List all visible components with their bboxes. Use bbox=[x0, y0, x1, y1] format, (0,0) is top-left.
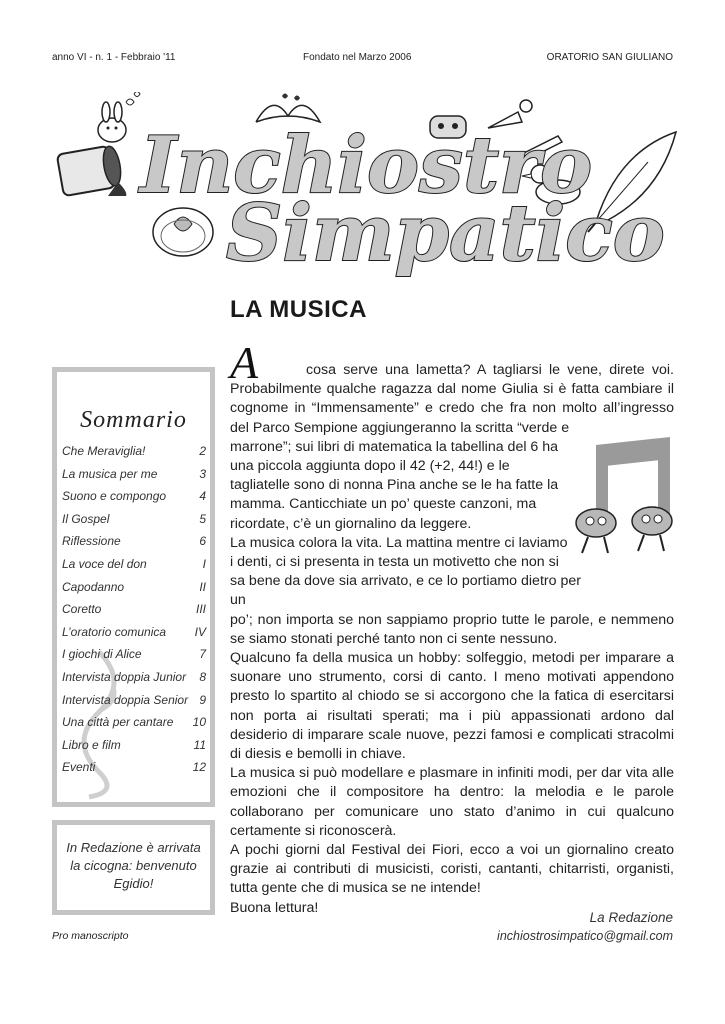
nest-heart-icon bbox=[153, 208, 213, 256]
masthead-line1: Inchiostro bbox=[140, 120, 593, 211]
signature: La Redazione bbox=[589, 910, 673, 925]
footer-note: Pro manoscripto bbox=[52, 930, 129, 942]
article-paragraph: A pochi giorni dal Festival dei Fiori, ecco a voi un giornalino creato grazie ai contributi di musicisti, coristi, cantanti, chitarristi, organisti, tutta gente che di musica se ne intende! bbox=[230, 842, 674, 897]
toc-item[interactable]: L’oratorio comunica IV bbox=[62, 624, 206, 639]
article-title: LA MUSICA bbox=[230, 296, 367, 323]
toc-item[interactable]: Suono e compongo 4 bbox=[62, 489, 206, 504]
toc-item[interactable]: Che Meraviglia! 2 bbox=[62, 444, 206, 458]
ink-pot-icon bbox=[57, 145, 127, 196]
issue-info: anno VI - n. 1 - Febbraio '11 bbox=[52, 52, 176, 63]
announcement-text: In Redazione è arrivata la cicogna: benvenuto Egidio! bbox=[66, 840, 201, 891]
toc-item[interactable]: Capodanno II bbox=[62, 579, 206, 594]
article-paragraph: cosa serve una lametta? A tagliarsi le vene, direte voi. Probabilmente qualche ragazza dal nome Giulia si è fatta cambiare il cognome in “Immensamente” e credo che fra non molto all’ingresso del Parco Sempione aggiungeranno la scritta “verde e bbox=[230, 362, 674, 436]
article-paragraph: La musica si può modellare e plasmare in infiniti modi, per dar vita alle emozioni che il compositore ha dentro: la melodia e le parole collaborano per comunicare uno stato d’animo in cui qualcuno certamente si riconoscerà. bbox=[230, 765, 674, 839]
article-paragraph: sa bene da dove sia arrivato, e ce lo portiamo dietro per un bbox=[230, 573, 581, 609]
toc-box bbox=[52, 367, 215, 807]
toc-item[interactable]: La musica per me 3 bbox=[62, 466, 206, 481]
founded-info: Fondato nel Marzo 2006 bbox=[303, 52, 412, 63]
toc-item[interactable]: Una città per cantare 10 bbox=[62, 715, 206, 730]
toc-item[interactable]: Coretto III bbox=[62, 602, 206, 617]
toc-list bbox=[62, 444, 206, 783]
birds-heart-icon bbox=[256, 94, 320, 123]
article-paragraph: po’; non importa se non sappiamo proprio tutte le parole, e nemmeno se siamo stonati perché tanto non ci sente nessuno. bbox=[230, 611, 674, 647]
article-paragraph: Buona lettura! bbox=[230, 899, 319, 916]
toc-item[interactable]: La voce del don I bbox=[62, 556, 206, 571]
toc-item[interactable]: Intervista doppia Senior 9 bbox=[62, 692, 206, 707]
music-note-icon bbox=[568, 437, 678, 557]
announcement-box bbox=[52, 820, 215, 915]
toc-title: Sommario bbox=[80, 407, 187, 433]
masthead-logo bbox=[48, 92, 688, 292]
article-paragraph: marrone”; sui libri di matematica la tabellina del 6 ha una piccola aggiunta dopo il 42 (+2, 44!) e le tagliatelle sono di nonna Pina anche se le ha fatte la mamma. Canticchiate un po’ queste canzoni, ma ricordate, c’è un giornalino da leggere. bbox=[230, 438, 559, 532]
toc-item[interactable]: Libro e film 11 bbox=[62, 737, 206, 752]
drop-cap: A bbox=[230, 337, 259, 388]
article-paragraph: Qualcuno fa della musica un hobby: solfeggio, metodi per imparare a suonare uno strumento, corsi di canto. I meno motivati appendono presto lo spartito al chiodo se si accorgono che la fatica di esercitarsi non porta ai risultati sperati; ma i più appassionati ardono dal desiderio di imparare scale nuove, pezzi famosi e complicati stracolmi di diesis e bemolli in chiave. bbox=[230, 650, 674, 763]
toc-item[interactable]: Intervista doppia Junior 8 bbox=[62, 669, 206, 684]
article-paragraph: La musica colora la vita. La mattina mentre ci laviamo i denti, ci si presenta in testa un motivetto che non si bbox=[230, 534, 568, 571]
toc-item[interactable]: Il Gospel 5 bbox=[62, 511, 206, 526]
bunny-icon bbox=[98, 92, 140, 142]
publisher-name: ORATORIO SAN GIULIANO bbox=[546, 52, 673, 63]
masthead-line2: Simpatico bbox=[226, 188, 665, 279]
contact-email[interactable]: inchiostrosimpatico@gmail.com bbox=[497, 929, 673, 943]
toc-item[interactable]: I giochi di Alice 7 bbox=[62, 647, 206, 662]
toc-item[interactable]: Eventi 12 bbox=[62, 760, 206, 775]
toc-item[interactable]: Riflessione 6 bbox=[62, 534, 206, 549]
